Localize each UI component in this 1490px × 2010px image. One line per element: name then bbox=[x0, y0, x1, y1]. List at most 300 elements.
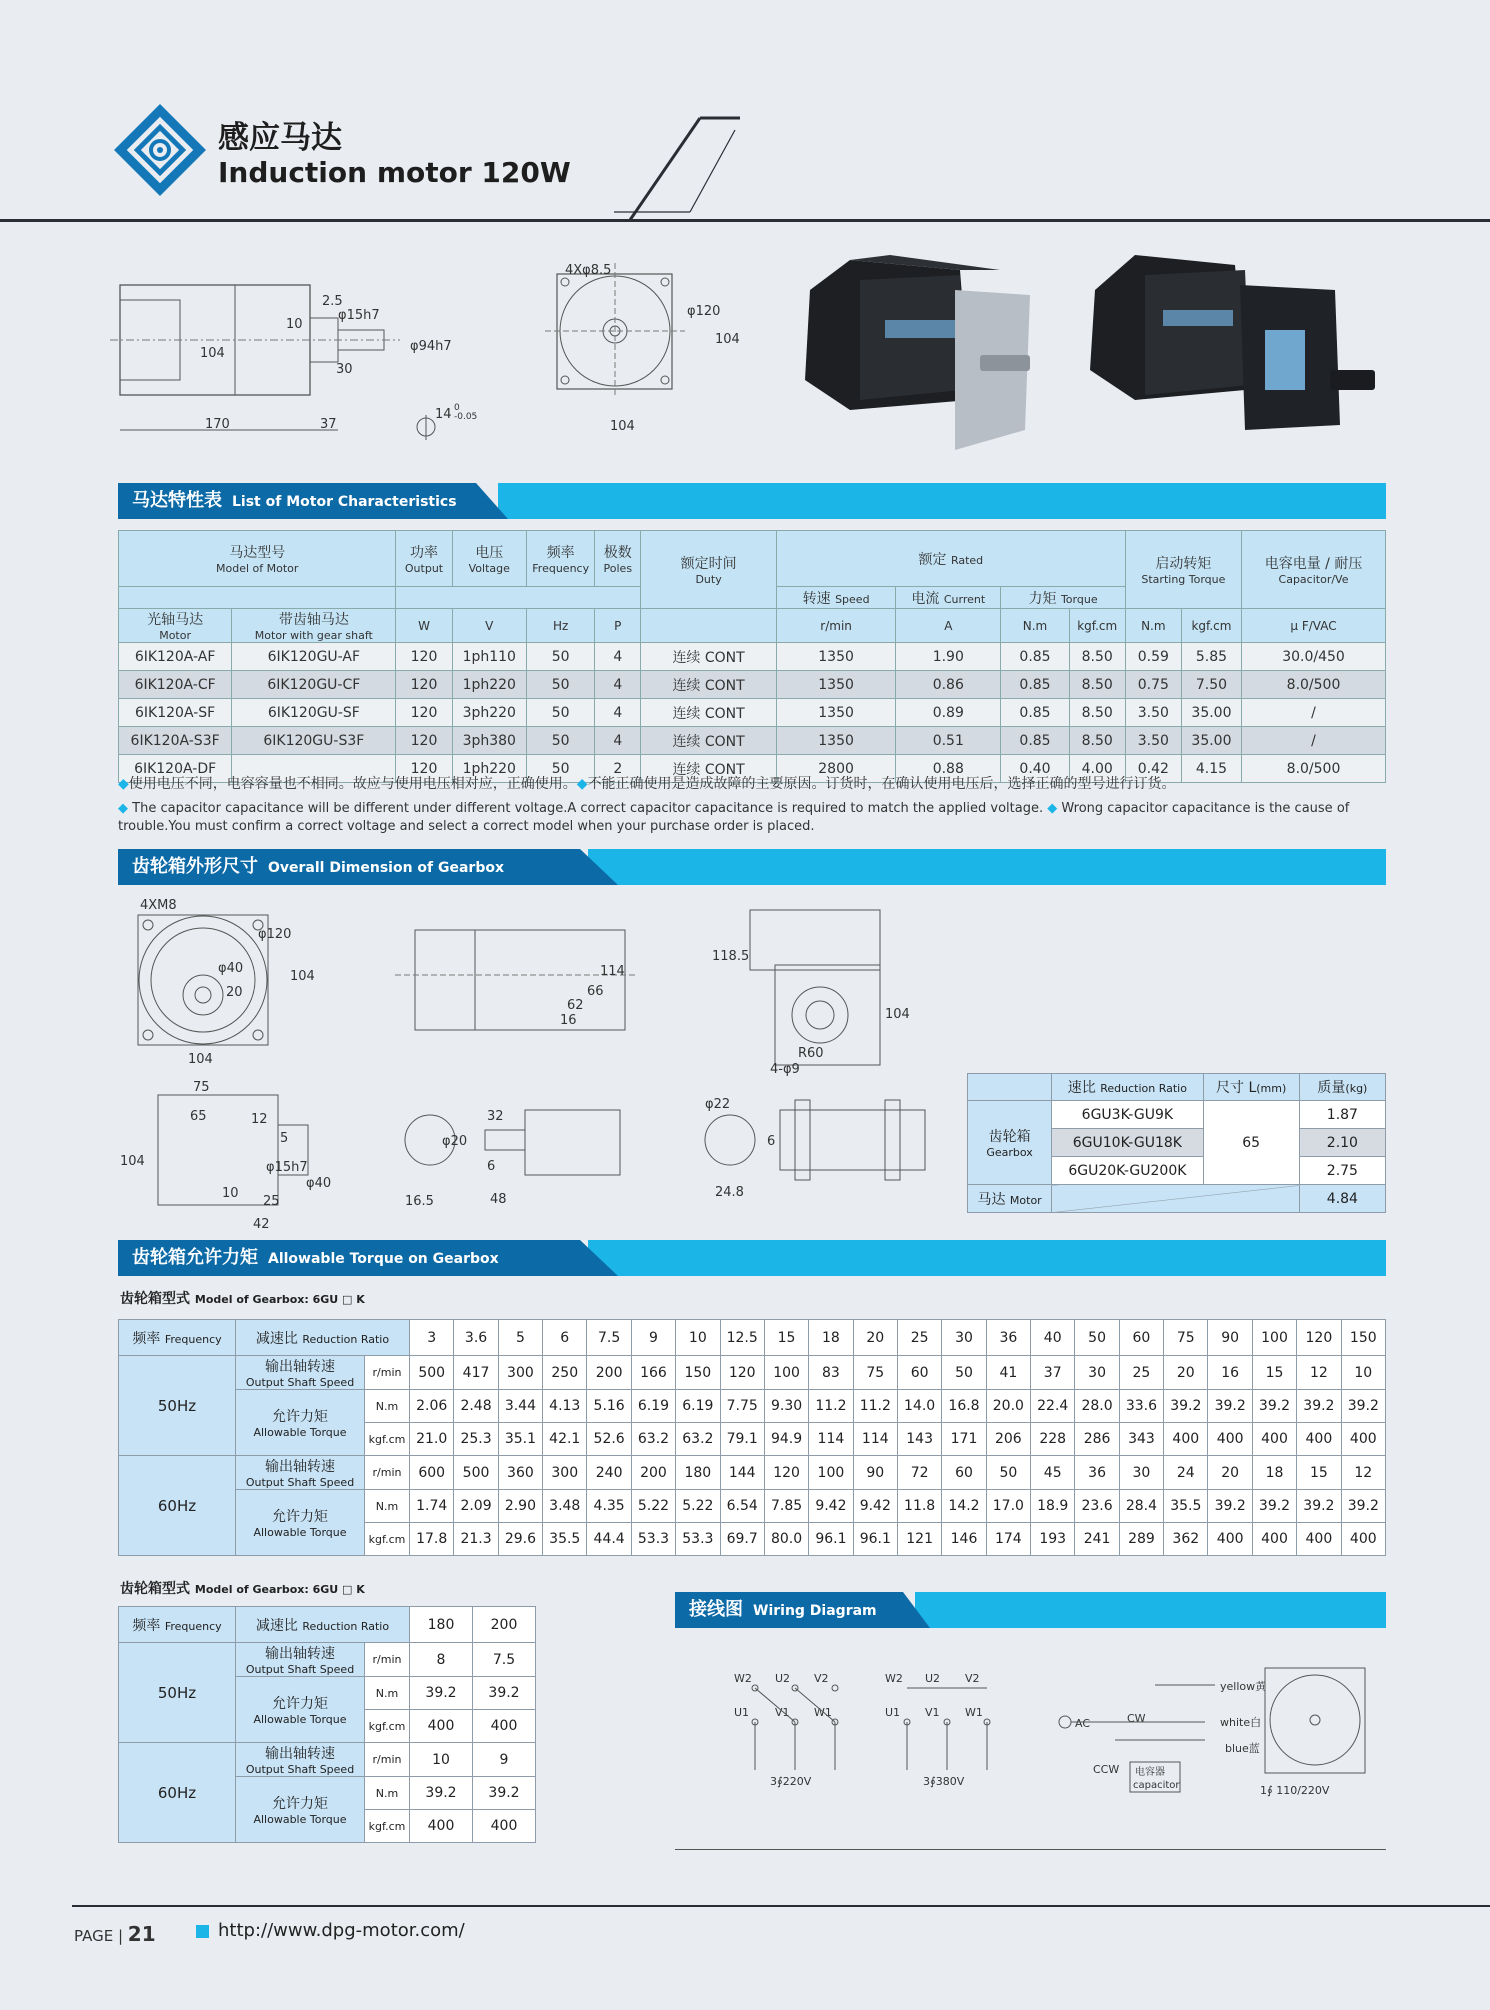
table-cell: 8.50 bbox=[1069, 671, 1125, 699]
th-current: 电流 Current bbox=[896, 587, 1001, 609]
table-cell: 连续 CONT bbox=[641, 699, 777, 727]
table-cell: 120 bbox=[396, 727, 452, 755]
table-cell: 400 bbox=[1164, 1423, 1208, 1456]
motor-photo-gearbox bbox=[1085, 250, 1385, 455]
table-cell: 241 bbox=[1075, 1523, 1119, 1556]
table-cell: 15 bbox=[1297, 1456, 1341, 1490]
table-cell: 52.6 bbox=[587, 1423, 631, 1456]
table-cell: 120 bbox=[396, 671, 452, 699]
table-cell: 6.54 bbox=[720, 1490, 764, 1523]
table-cell: 7.75 bbox=[720, 1390, 764, 1423]
th-model: 马达型号 Model of Motor bbox=[119, 531, 396, 587]
wiring-3ph-220 bbox=[734, 1672, 838, 1788]
table-cell: 150 bbox=[1341, 1320, 1385, 1356]
table-cell: 39.2 bbox=[1164, 1390, 1208, 1423]
table-cell: 4.35 bbox=[587, 1490, 631, 1523]
table-cell: 10 bbox=[676, 1320, 720, 1356]
th-speed: 转速 Speed bbox=[776, 587, 895, 609]
table-cell: 17.8 bbox=[410, 1523, 454, 1556]
dim-c-2: 104 bbox=[885, 1007, 910, 1022]
table-cell: 23.6 bbox=[1075, 1490, 1119, 1523]
table-cell: 30 bbox=[942, 1320, 986, 1356]
table-cell: 2 bbox=[595, 755, 641, 783]
table-cell: 25 bbox=[1119, 1356, 1163, 1390]
dim-d-6: φ15h7 bbox=[266, 1160, 308, 1175]
table-cell: 121 bbox=[897, 1523, 941, 1556]
table-cell: 1ph110 bbox=[452, 643, 526, 671]
table-cell: 206 bbox=[986, 1423, 1030, 1456]
table-cell: 20 bbox=[853, 1320, 897, 1356]
section-title-cn: 接线图 bbox=[689, 1599, 743, 1620]
dim-c-4: 4-φ9 bbox=[770, 1062, 800, 1077]
table-cell: 400 bbox=[1341, 1423, 1385, 1456]
table-cell: 0.89 bbox=[896, 699, 1001, 727]
motor-side-drawing bbox=[110, 270, 478, 450]
table-cell: 79.1 bbox=[720, 1423, 764, 1456]
table-cell: 286 bbox=[1075, 1423, 1119, 1456]
table-row bbox=[119, 643, 1386, 671]
table-cell: 24 bbox=[1164, 1456, 1208, 1490]
svg-text:U1: U1 bbox=[885, 1706, 901, 1719]
table-cell: N.m bbox=[365, 1390, 410, 1423]
table-cell: 50 bbox=[527, 699, 595, 727]
table-cell: 400 bbox=[1208, 1423, 1252, 1456]
table-cell: 9.30 bbox=[764, 1390, 808, 1423]
table-cell: 17.0 bbox=[986, 1490, 1030, 1523]
dim-a-2: φ120 bbox=[258, 927, 292, 942]
table-cell: r/min bbox=[365, 1643, 410, 1677]
table-cell: 39.2 bbox=[1252, 1390, 1296, 1423]
dim-d-3: 12 bbox=[251, 1112, 268, 1127]
table-cell: 1350 bbox=[776, 643, 895, 671]
torque-table-2-heading: 齿轮箱型式 Model of Gearbox: 6GU □ K bbox=[120, 1581, 365, 1597]
table-cell: 11.2 bbox=[853, 1390, 897, 1423]
table-cell: 2.06 bbox=[410, 1390, 454, 1423]
table-cell: 2800 bbox=[776, 755, 895, 783]
table-cell: 120 bbox=[396, 643, 452, 671]
table-cell: 60 bbox=[897, 1356, 941, 1390]
dim-e-3: 32 bbox=[487, 1109, 504, 1124]
table-cell: 83 bbox=[809, 1356, 853, 1390]
table-cell: 60 bbox=[942, 1456, 986, 1490]
table-cell: 0.85 bbox=[1001, 643, 1069, 671]
table-cell: 7.5 bbox=[473, 1643, 536, 1677]
svg-text:3∮380V: 3∮380V bbox=[923, 1775, 965, 1788]
table-cell: 400 bbox=[1208, 1523, 1252, 1556]
table-cell: 12 bbox=[1297, 1356, 1341, 1390]
gearbox-shaft-drawing bbox=[118, 1075, 338, 1235]
th-voltage: 电压 Voltage bbox=[452, 531, 526, 587]
table-cell: 20.0 bbox=[986, 1390, 1030, 1423]
table-cell: kgf.cm bbox=[365, 1810, 410, 1843]
table-cell: 45 bbox=[1031, 1456, 1075, 1490]
section-title-cn: 马达特性表 bbox=[132, 490, 222, 511]
table-cell: 200 bbox=[587, 1356, 631, 1390]
table-row bbox=[119, 1743, 536, 1777]
table-cell: 400 bbox=[473, 1810, 536, 1843]
table-cell: 250 bbox=[543, 1356, 587, 1390]
dim-d-5: 104 bbox=[120, 1154, 145, 1169]
table-cell: 50 bbox=[1075, 1320, 1119, 1356]
table-cell: 9.42 bbox=[853, 1490, 897, 1523]
table-cell: 6IK120A-CF bbox=[119, 671, 232, 699]
table-cell: 6IK120GU-S3F bbox=[232, 727, 396, 755]
table-cell: 2.90 bbox=[498, 1490, 542, 1523]
table-cell: 53.3 bbox=[676, 1523, 720, 1556]
table-row bbox=[119, 1490, 1386, 1523]
table-cell: 8.50 bbox=[1069, 643, 1125, 671]
table-cell: 0.42 bbox=[1125, 755, 1181, 783]
dim-side-3: φ15h7 bbox=[338, 308, 380, 323]
table-cell: 400 bbox=[1252, 1423, 1296, 1456]
table-cell: 180 bbox=[676, 1456, 720, 1490]
section-title-en: Overall Dimension of Gearbox bbox=[268, 860, 504, 876]
table-cell: 3.48 bbox=[543, 1490, 587, 1523]
table-cell: 8.0/500 bbox=[1242, 671, 1386, 699]
table-cell: 允许力矩 Allowable Torque bbox=[236, 1677, 365, 1743]
website-link[interactable]: http://www.dpg-motor.com/ bbox=[218, 1920, 465, 1941]
table-cell: 72 bbox=[897, 1456, 941, 1490]
table-cell: 16.8 bbox=[942, 1390, 986, 1423]
motor-front-drawing bbox=[545, 258, 745, 438]
table-cell: 频率 Frequency bbox=[119, 1320, 236, 1356]
table-cell: 35.1 bbox=[498, 1423, 542, 1456]
dim-side-2: 10 bbox=[286, 317, 303, 332]
table-cell: 50 bbox=[527, 643, 595, 671]
table-cell: 35.5 bbox=[543, 1523, 587, 1556]
table-cell: 30 bbox=[1075, 1356, 1119, 1390]
table-cell: 63.2 bbox=[631, 1423, 675, 1456]
dim-c-3: R60 bbox=[798, 1046, 824, 1061]
table-cell: 120 bbox=[764, 1456, 808, 1490]
table-cell: 0.85 bbox=[1001, 699, 1069, 727]
th-output: 功率 Output bbox=[396, 531, 452, 587]
table-cell: 3ph220 bbox=[452, 699, 526, 727]
table-cell: 36 bbox=[1075, 1456, 1119, 1490]
table-cell: 36 bbox=[986, 1320, 1030, 1356]
svg-text:W2: W2 bbox=[885, 1672, 903, 1685]
table-cell: 29.6 bbox=[498, 1523, 542, 1556]
table-cell: 3.44 bbox=[498, 1390, 542, 1423]
page-label: PAGE | 21 bbox=[74, 1922, 156, 1946]
dim-side-1: 2.5 bbox=[322, 294, 343, 309]
table-cell: 减速比 Reduction Ratio bbox=[236, 1320, 410, 1356]
table-cell: 0.88 bbox=[896, 755, 1001, 783]
table-cell: 42.1 bbox=[543, 1423, 587, 1456]
header-rule bbox=[0, 219, 1490, 222]
dim-b-1: 114 bbox=[600, 964, 625, 979]
dim-d-4: 5 bbox=[280, 1131, 289, 1146]
table-row bbox=[119, 1456, 1386, 1490]
table-cell: 输出轴转速 Output Shaft Speed bbox=[236, 1356, 365, 1390]
dim-front-4: 104 bbox=[610, 419, 635, 434]
table-cell: 39.2 bbox=[410, 1677, 473, 1710]
table-cell: 75 bbox=[1164, 1320, 1208, 1356]
table-cell: 连续 CONT bbox=[641, 755, 777, 783]
table-cell: 35.00 bbox=[1181, 699, 1241, 727]
table-row bbox=[119, 699, 1386, 727]
dim-a-3: φ40 bbox=[218, 961, 244, 976]
table-cell: 1350 bbox=[776, 671, 895, 699]
dim-e-5: 48 bbox=[490, 1192, 507, 1207]
notes-cn: ◆使用电压不同，电容容量也不相同。故应与使用电压相对应，正确使用。◆不能正确使用是造成故障的主要原因。订货时，在确认使用电压后，选择正确的型号进行订货。 bbox=[118, 776, 1176, 792]
wiring-bottom-rule bbox=[675, 1849, 1386, 1850]
table-cell: 60Hz bbox=[119, 1743, 236, 1843]
dim-front-2: φ120 bbox=[687, 304, 721, 319]
table-cell: 18.9 bbox=[1031, 1490, 1075, 1523]
dim-d-10: 42 bbox=[253, 1217, 270, 1232]
section-bar-gearbox-dim bbox=[118, 849, 1386, 885]
section-title-cn: 齿轮箱外形尺寸 bbox=[132, 856, 258, 877]
svg-text:yellow黄: yellow黄 bbox=[1220, 1680, 1267, 1693]
dim-f-1: φ22 bbox=[705, 1097, 731, 1112]
table-cell: 25 bbox=[897, 1320, 941, 1356]
table-cell: 9 bbox=[473, 1743, 536, 1777]
wiring-single-phase bbox=[1059, 1668, 1365, 1797]
table-cell: 3.50 bbox=[1125, 727, 1181, 755]
table-cell: 60 bbox=[1119, 1320, 1163, 1356]
table-cell: 80.0 bbox=[764, 1523, 808, 1556]
table-cell: 37 bbox=[1031, 1356, 1075, 1390]
table-cell: 400 bbox=[473, 1710, 536, 1743]
dim-a-6: 104 bbox=[188, 1052, 213, 1067]
table-cell: 200 bbox=[631, 1456, 675, 1490]
header-slash-decoration bbox=[600, 110, 740, 225]
table-cell: 44.4 bbox=[587, 1523, 631, 1556]
table-cell: 96.1 bbox=[853, 1523, 897, 1556]
table-cell: 0.86 bbox=[896, 671, 1001, 699]
svg-text:3∮220V: 3∮220V bbox=[770, 1775, 812, 1788]
th-gear-motor: 带齿轴马达 Motor with gear shaft bbox=[232, 609, 396, 643]
table-cell: 114 bbox=[809, 1423, 853, 1456]
table-cell: 允许力矩 Allowable Torque bbox=[236, 1490, 365, 1556]
svg-text:V2: V2 bbox=[814, 1672, 829, 1685]
table-cell: 33.6 bbox=[1119, 1390, 1163, 1423]
table-cell: 150 bbox=[676, 1356, 720, 1390]
th-starting-torque: 启动转矩 Starting Torque bbox=[1125, 531, 1241, 609]
th-motor: 光轴马达 Motor bbox=[119, 609, 232, 643]
table-cell: 连续 CONT bbox=[641, 643, 777, 671]
table-cell: 400 bbox=[1297, 1523, 1341, 1556]
footer-rule bbox=[72, 1905, 1490, 1907]
table-cell: 21.3 bbox=[454, 1523, 498, 1556]
table-row bbox=[119, 1643, 536, 1677]
table-cell: 417 bbox=[454, 1356, 498, 1390]
table-cell: 600 bbox=[410, 1456, 454, 1490]
section-bar-wiring bbox=[675, 1592, 1386, 1628]
table-cell: 69.7 bbox=[720, 1523, 764, 1556]
dim-d-8: 10 bbox=[222, 1186, 239, 1201]
dim-side-6: 30 bbox=[336, 362, 353, 377]
table-cell: / bbox=[1242, 699, 1386, 727]
table-cell: 39.2 bbox=[1341, 1490, 1385, 1523]
table-cell: 25.3 bbox=[454, 1423, 498, 1456]
table-cell: kgf.cm bbox=[365, 1523, 410, 1556]
th-capacitor: 电容电量 / 耐压 Capacitor/Ve bbox=[1242, 531, 1386, 609]
table-cell: 4.00 bbox=[1069, 755, 1125, 783]
table-cell: 39.2 bbox=[473, 1677, 536, 1710]
dim-d-1: 75 bbox=[193, 1080, 210, 1095]
dim-a-4: 20 bbox=[226, 985, 243, 1000]
svg-text:W1: W1 bbox=[965, 1706, 983, 1719]
table-cell: 4.13 bbox=[543, 1390, 587, 1423]
torque-table-2 bbox=[118, 1606, 536, 1843]
table-cell: 4 bbox=[595, 671, 641, 699]
svg-text:CW: CW bbox=[1127, 1712, 1146, 1725]
table-cell: 400 bbox=[410, 1810, 473, 1843]
table-cell: N.m bbox=[365, 1677, 410, 1710]
table-cell: 400 bbox=[1297, 1423, 1341, 1456]
dim-c-1: 118.5 bbox=[712, 949, 750, 964]
table-cell: 39.2 bbox=[473, 1777, 536, 1810]
gearbox-front-drawing bbox=[118, 895, 378, 1075]
wiring-diagram bbox=[720, 1660, 1380, 1820]
table-row bbox=[119, 671, 1386, 699]
table-cell: 50 bbox=[986, 1456, 1030, 1490]
table-cell: 400 bbox=[410, 1710, 473, 1743]
table-cell: 7.85 bbox=[764, 1490, 808, 1523]
table-cell: 输出轴转速 Output Shaft Speed bbox=[236, 1643, 365, 1677]
th-rated: 额定 Rated bbox=[776, 531, 1125, 587]
svg-text:capacitor: capacitor bbox=[1133, 1780, 1180, 1791]
table-cell: 3.50 bbox=[1125, 699, 1181, 727]
dim-side-11: -0.05 bbox=[454, 412, 478, 422]
table-cell: 400 bbox=[1341, 1523, 1385, 1556]
table-cell: 8.50 bbox=[1069, 699, 1125, 727]
table-cell: 9.42 bbox=[809, 1490, 853, 1523]
table-cell: 1ph220 bbox=[452, 671, 526, 699]
table-cell: 41 bbox=[986, 1356, 1030, 1390]
th-frequency: 频率 Frequency bbox=[527, 531, 595, 587]
table-cell: 6 bbox=[543, 1320, 587, 1356]
table-cell: 0.59 bbox=[1125, 643, 1181, 671]
table-cell: 6IK120A-S3F bbox=[119, 727, 232, 755]
svg-text:AC: AC bbox=[1075, 1717, 1091, 1730]
table-cell: 0.85 bbox=[1001, 671, 1069, 699]
table-cell: 114 bbox=[853, 1423, 897, 1456]
table-cell: 120 bbox=[396, 755, 452, 783]
table-cell: 输出轴转速 Output Shaft Speed bbox=[236, 1743, 365, 1777]
table-cell: 4 bbox=[595, 727, 641, 755]
table-cell: 15 bbox=[764, 1320, 808, 1356]
table-cell: 90 bbox=[853, 1456, 897, 1490]
table-cell: 0.85 bbox=[1001, 727, 1069, 755]
table-cell: 200 bbox=[473, 1607, 536, 1643]
svg-text:W2: W2 bbox=[734, 1672, 752, 1685]
table-cell: 39.2 bbox=[410, 1777, 473, 1810]
table-cell: 5.85 bbox=[1181, 643, 1241, 671]
reduction-ratio-table: 速比 Reduction Ratio 尺寸 L(mm) 质量(kg) 齿轮箱 Gearbox 6GU3K-GU9K 65 1.87 6GU10K-GU18K 2.10 6GU20K-GU200K 2.75 马达 Motor 4.84 bbox=[967, 1073, 1386, 1213]
table-cell: 35.5 bbox=[1164, 1490, 1208, 1523]
torque-table-1 bbox=[118, 1319, 1386, 1556]
dim-f-3: 24.8 bbox=[715, 1185, 744, 1200]
table-cell: 20 bbox=[1164, 1356, 1208, 1390]
table-cell: 174 bbox=[986, 1523, 1030, 1556]
svg-text:U2: U2 bbox=[775, 1672, 791, 1685]
table-cell: 120 bbox=[1297, 1320, 1341, 1356]
th-poles: 极数 Poles bbox=[595, 531, 641, 587]
table-cell: 50 bbox=[527, 671, 595, 699]
table-cell: 94.9 bbox=[764, 1423, 808, 1456]
table-cell: 0.40 bbox=[1001, 755, 1069, 783]
table-cell: 0.51 bbox=[896, 727, 1001, 755]
dim-e-4: 6 bbox=[487, 1159, 496, 1174]
gear-logo-icon bbox=[118, 108, 202, 192]
table-cell: 28.4 bbox=[1119, 1490, 1163, 1523]
th-duty: 额定时间 Duty bbox=[641, 531, 777, 609]
table-cell: 143 bbox=[897, 1423, 941, 1456]
shaft-key-drawing bbox=[395, 1100, 635, 1210]
table-cell: 15 bbox=[1252, 1356, 1296, 1390]
table-cell: 输出轴转速 Output Shaft Speed bbox=[236, 1456, 365, 1490]
svg-text:white白: white白 bbox=[1220, 1716, 1262, 1729]
table-cell: 50 bbox=[527, 727, 595, 755]
dim-d-9: 25 bbox=[263, 1194, 280, 1209]
dim-side-7: 170 bbox=[205, 417, 230, 432]
table-cell: 35.00 bbox=[1181, 727, 1241, 755]
table-cell: 75 bbox=[853, 1356, 897, 1390]
table-cell: 连续 CONT bbox=[641, 727, 777, 755]
table-cell: 39.2 bbox=[1341, 1390, 1385, 1423]
table-cell: 16 bbox=[1208, 1356, 1252, 1390]
section-title-en: List of Motor Characteristics bbox=[232, 494, 457, 510]
table-cell: 1350 bbox=[776, 727, 895, 755]
table-cell: 50 bbox=[942, 1356, 986, 1390]
table-cell: 53.3 bbox=[631, 1523, 675, 1556]
wiring-3ph-380 bbox=[885, 1672, 990, 1788]
dim-front-1: 4Xφ8.5 bbox=[565, 263, 612, 278]
dim-d-7: φ40 bbox=[306, 1176, 332, 1191]
table-cell: 90 bbox=[1208, 1320, 1252, 1356]
dim-d-2: 65 bbox=[190, 1109, 207, 1124]
table-cell: 500 bbox=[410, 1356, 454, 1390]
svg-text:W1: W1 bbox=[814, 1706, 832, 1719]
table-cell: 21.0 bbox=[410, 1423, 454, 1456]
svg-text:U1: U1 bbox=[734, 1706, 750, 1719]
table-cell: 减速比 Reduction Ratio bbox=[236, 1607, 410, 1643]
table-cell: 39.2 bbox=[1252, 1490, 1296, 1523]
table-cell: 28.0 bbox=[1075, 1390, 1119, 1423]
svg-text:V2: V2 bbox=[965, 1672, 980, 1685]
table-cell: 96.1 bbox=[809, 1523, 853, 1556]
table-cell: / bbox=[1242, 727, 1386, 755]
table-cell: 1.74 bbox=[410, 1490, 454, 1523]
table-cell: 18 bbox=[1252, 1456, 1296, 1490]
table-cell: 144 bbox=[720, 1456, 764, 1490]
table-cell: 2.09 bbox=[454, 1490, 498, 1523]
table-cell: 100 bbox=[1252, 1320, 1296, 1356]
table-cell: 39.2 bbox=[1297, 1390, 1341, 1423]
table-cell: 5.22 bbox=[631, 1490, 675, 1523]
dim-side-8: 37 bbox=[320, 417, 337, 432]
table-cell: kgf.cm bbox=[365, 1423, 410, 1456]
table-cell: 146 bbox=[942, 1523, 986, 1556]
table-cell: 1.90 bbox=[896, 643, 1001, 671]
table-cell: N.m bbox=[365, 1490, 410, 1523]
th-torque: 力矩 Torque bbox=[1001, 587, 1125, 609]
motor-photo-plain bbox=[790, 250, 1040, 455]
table-cell: 180 bbox=[410, 1607, 473, 1643]
section-title-cn: 齿轮箱允许力矩 bbox=[132, 1247, 258, 1268]
table-cell: 100 bbox=[764, 1356, 808, 1390]
table-cell: 18 bbox=[809, 1320, 853, 1356]
table-cell: 连续 CONT bbox=[641, 671, 777, 699]
section-bar-characteristics bbox=[118, 483, 1386, 519]
dim-side-9: 14 bbox=[435, 407, 452, 422]
table-cell: 6.19 bbox=[676, 1390, 720, 1423]
table-cell: 6IK120GU-CF bbox=[232, 671, 396, 699]
table-cell: 120 bbox=[720, 1356, 764, 1390]
